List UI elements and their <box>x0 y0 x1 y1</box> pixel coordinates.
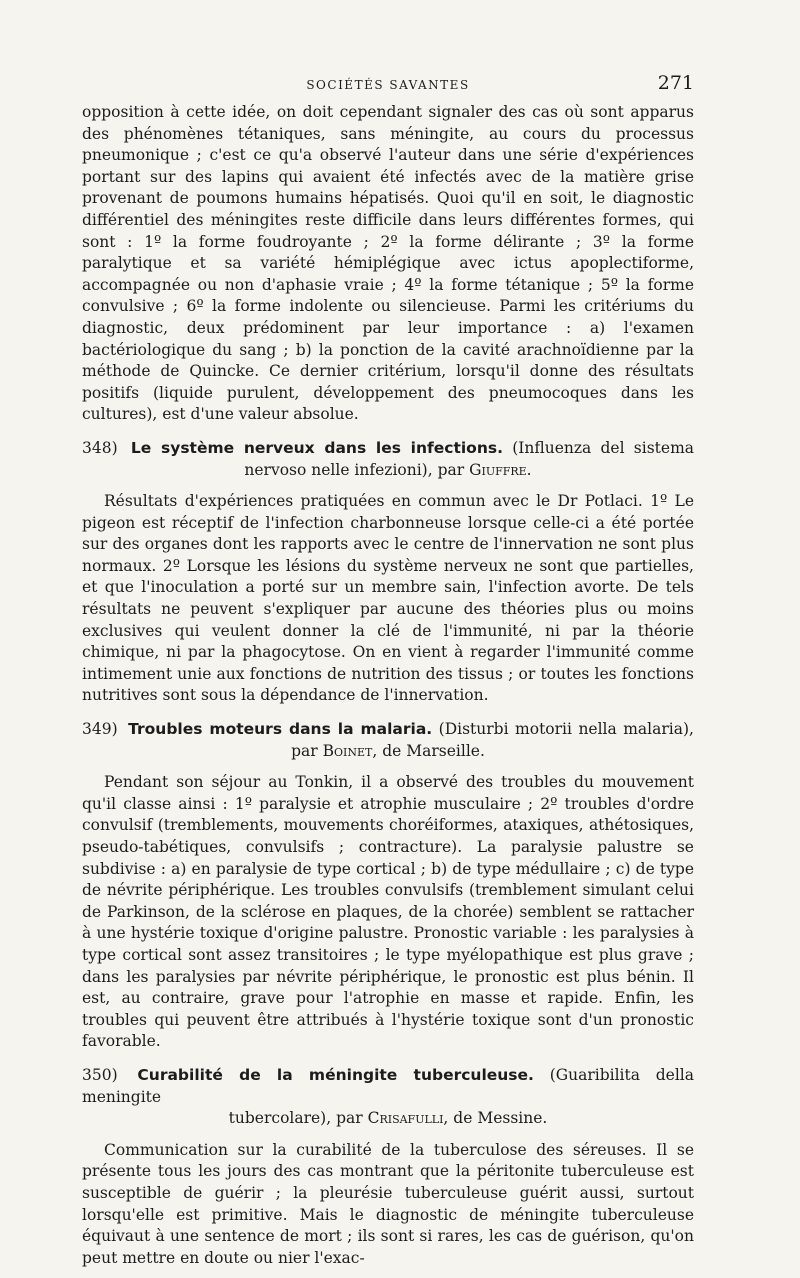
page-number: 271 <box>657 72 694 94</box>
article-subtitle-cont: tubercolare), par <box>228 1109 363 1128</box>
article-subtitle: (Influenza del sistema <box>512 438 695 457</box>
article-349-body: Pendant son séjour au Tonkin, il a observé des troubles du mouvement qu'il classe ainsi : 1º paralysie et atrophie musculaire ; 2º troubles d'ordre convulsif (tremblements, mouvements choréiformes, ataxiques, athétosiques, pseudo-tabétiques, convulsifs ; contracture). La paralysie palustre se subdivise : a) en paralysie de type cortical ; b) de type médullaire ; c) de type de névrite périphérique. Les troubles convulsifs (tremblement simulant celui de Parkinson, de la sclérose en plaques, de la chorée) semblent se rattacher à une hystérie toxique d'origine palustre. Pronostic variable : les paralysies à type cortical sont assez transitoires ; le type myélopathique est plus grave ; dans les paralysies par névrite périphérique, le pronostic est plus bénin. Il est, au contraire, grave pour l'atrophie en masse et rapide. Enfin, les troubles qui peuvent être attribués à l'hystérie toxique sont d'un pronostic favorable. <box>82 773 694 1051</box>
article-title: Curabilité de la méningite tuberculeuse. <box>137 1065 534 1084</box>
article-subtitle: (Guaribilita della meningite <box>82 1065 694 1106</box>
article-350-heading <box>82 1065 694 1130</box>
article-number: 349) <box>82 720 118 739</box>
page-header <box>82 72 694 102</box>
article-author-suffix: de Marseille. <box>382 741 485 760</box>
article-subtitle-cont: par <box>291 741 318 760</box>
article-author: Crisafulli, <box>367 1109 449 1128</box>
article-author-suffix: de Messine. <box>453 1109 548 1128</box>
journal-page <box>82 72 694 1269</box>
intro-paragraph: opposition à cette idée, on doit cependant signaler des cas où sont apparus des phénomènes tétaniques, sans méningite, au cours du processus pneumonique ; c'est ce qu'a observé l'auteur dans une série d'expériences portant sur des lapins qui avaient été infectés avec de la matière grise provenant de poumons humains hépatisés. Quoi qu'il en soit, le diagnostic différentiel des méningites reste difficile dans leurs différentes formes, qui sont : 1º la forme foudroyante ; 2º la forme délirante ; 3º la forme paralytique et sa variété hémiplégique avec ictus apoplectiforme, accompagnée ou non d'aphasie vraie ; 4º la forme tétanique ; 5º la forme convulsive ; 6º la forme indolente ou silencieuse. Parmi les critériums du diagnostic, deux prédominent par leur importance : a) l'examen bactériologique du sang ; b) la ponction de la cavité arachnoïdienne par la méthode de Quincke. Ce dernier critérium, lorsqu'il donne des résultats positifs (liquide purulent, développement des pneumocoques dans les cultures), est d'une valeur absolue. <box>82 103 694 424</box>
article-subtitle: (Disturbi motorii nella malaria), <box>438 720 694 739</box>
running-head: SOCIÉTÉS SAVANTES <box>306 78 470 92</box>
article-348-body: Résultats d'expériences pratiquées en commun avec le Dr Potlaci. 1º Le pigeon est réceptif de l'infection charbonneuse lorsque celle-ci a été portée sur des organes dont les rapports avec le centre de l'innervation ne sont plus normaux. 2º Lorsque les lésions du système nerveux ne sont que partielles, et que l'inoculation a porté sur un membre sain, l'infection avorte. De tels résultats ne peuvent s'expliquer par aucune des théories plus ou moins exclusives qui veulent donner la clé de l'immunité, ni par la théorie chimique, ni par la phagocytose. On en vient à regarder l'immunité comme intimement unie aux fonctions de nutrition des tissus ; or toutes les fonctions nutritives sont sous la dépendance de l'innervation. <box>82 492 694 705</box>
article-348-heading <box>82 438 694 481</box>
article-title: Troubles moteurs dans la malaria. <box>128 720 433 739</box>
article-350-body: Communication sur la curabilité de la tuberculose des séreuses. Il se présente tous les jours des cas montrant que la péritonite tuberculeuse est susceptible de guérir ; la pleurésie tuberculeuse guérit aussi, surtout lorsqu'elle est primitive. Mais le diagnostic de méningite tuberculeuse équivaut à une sentence de mort ; ils sont si rares, les cas de guérison, qu'on peut mettre en doute ou nier l'exac- <box>82 1140 694 1267</box>
article-title: Le système nerveux dans les infections. <box>130 438 503 457</box>
article-subtitle-cont: nervoso nelle infezioni), par <box>244 460 465 479</box>
article-349-heading <box>82 719 694 762</box>
article-number: 350) <box>82 1065 118 1084</box>
article-author: Boinet, <box>322 741 378 760</box>
article-author: Giuffre. <box>469 460 532 479</box>
article-number: 348) <box>82 438 118 457</box>
